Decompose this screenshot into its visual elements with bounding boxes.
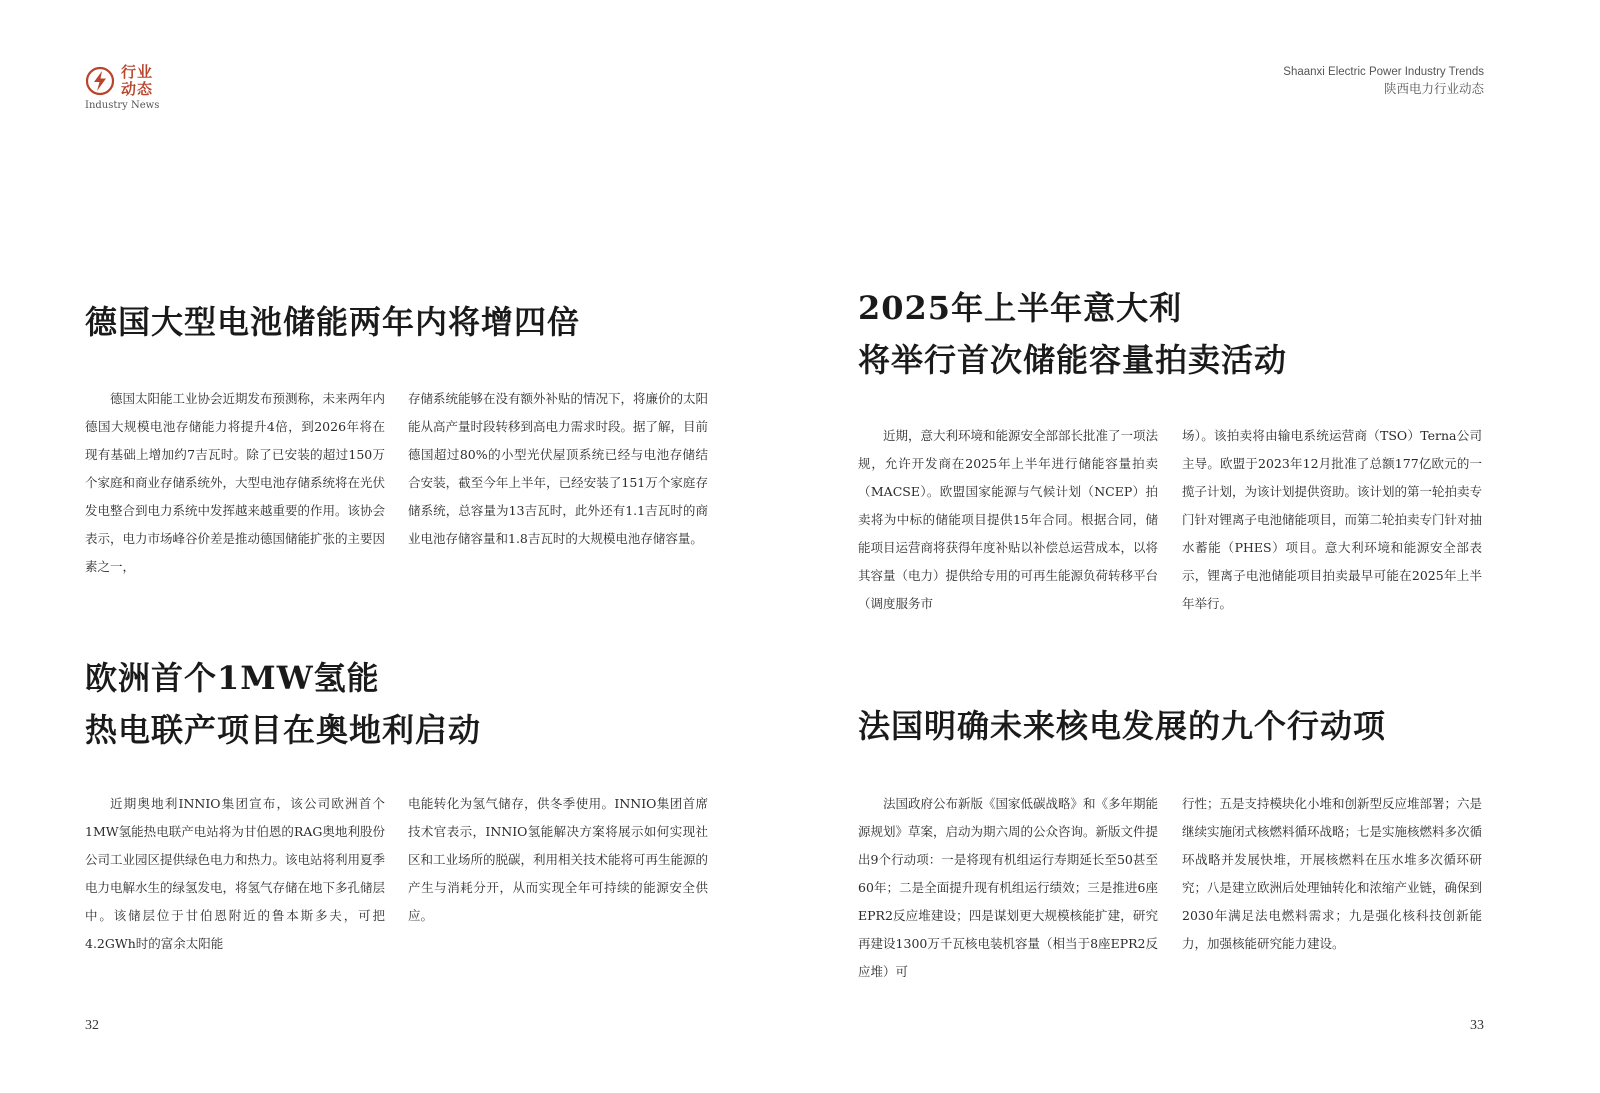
article-paragraph: 德国太阳能工业协会近期发布预测称，未来两年内德国大规模电池存储能力将提升4倍，到2026年将在现有基础上增加约7吉瓦时。除了已安装的超过150万个家庭和商业存储系统外，大型电池存储系统将在光伏发电整合到电力系统中发挥越来越重要的作用。该协会表示，电力市场峰谷价差是推动德国储能扩张的主要因素之一，: [85, 391, 386, 574]
article-title-line: 将举行首次储能容量拍卖活动: [858, 341, 1288, 379]
article-paragraph: 法国政府公布新版《国家低碳战略》和《多年期能源规划》草案，启动为期六周的公众咨询。新版文件提出9个行动项：一是将现有机组运行寿期延长至50甚至60年；二是全面提升现有机组运行绩效；三是推进6座EPR2反应堆建设；四是谋划更大规模核能扩建，研究再建设1300万千瓦核电装机容量（相当于8座EPR2反应堆）可: [858, 796, 1159, 979]
article-column: [85, 385, 385, 581]
page-number-right: 33: [1470, 1018, 1484, 1033]
logo: [85, 63, 195, 118]
article-title-line: 热电联产项目在奥地利启动: [85, 711, 482, 749]
running-header: [1283, 64, 1484, 98]
article-paragraph: 近期奥地利INNIO集团宣布，该公司欧洲首个1MW氢能热电联产电站将为甘伯恩的RAG奥地利股份公司工业园区提供绿色电力和热力。该电站将利用夏季电力电解水生的绿氢发电，将氢气存储在地下多孔储层中。该储层位于甘伯恩附近的鲁本斯多夫，可把4.2GWh时的富余太阳能: [85, 796, 386, 951]
article-title-line: 2025年上半年意大利: [858, 289, 1183, 327]
article-column: [408, 790, 708, 930]
article-title-line: 法国明确未来核电发展的九个行动项: [858, 707, 1387, 745]
logo-subtitle: Industry News: [85, 100, 160, 111]
logo-text: [121, 64, 153, 98]
article-title: [858, 282, 1287, 386]
article-paragraph: 行性；五是支持模块化小堆和创新型反应堆部署；六是继续实施闭式核燃料循环战略；七是实施核燃料多次循环战略并发展快堆，开展核燃料在压水堆多次循环研究；八是建立欧洲后处理铀转化和浓缩产业链，确保到2030年满足法电燃料需求；九是强化核科技创新能力，加强核能研究能力建设。: [1182, 796, 1483, 951]
article-title: [85, 296, 580, 348]
article-column: [1182, 422, 1482, 618]
article-title: [85, 652, 481, 756]
article-column: [85, 790, 385, 958]
header-chinese: 陕西电力行业动态: [1383, 81, 1484, 96]
article-paragraph: 存储系统能够在没有额外补贴的情况下，将廉价的太阳能从高产量时段转移到高电力需求时段。据了解，目前德国超过80%的小型光伏屋顶系统已经与电池存储结合安装，截至今年上半年，已经安装了151万个家庭存储系统，总容量为13吉瓦时，此外还有1.1吉瓦时的商业电池存储容量和1.8吉瓦时的大规模电池存储容量。: [408, 391, 709, 546]
article-column: [1182, 790, 1482, 958]
article-paragraph: 场）。该拍卖将由输电系统运营商（TSO）Terna公司主导。欧盟于2023年12月批准了总额177亿欧元的一揽子计划，为该计划提供资助。该计划的第一轮拍卖专门针对锂离子电池储能项目，而第二轮拍卖专门针对抽水蓄能（PHES）项目。意大利环境和能源安全部表示，锂离子电池储能项目拍卖最早可能在2025年上半年举行。: [1182, 428, 1483, 611]
article-column: [408, 385, 708, 553]
article-column: [858, 422, 1158, 618]
logo-text-line1: 行业: [121, 63, 154, 81]
article-column: [858, 790, 1158, 986]
lightning-circle-icon: [85, 66, 115, 96]
article-title: [858, 700, 1386, 752]
page-number-left: 32: [85, 1018, 99, 1033]
header-english: Shaanxi Electric Power Industry Trends: [1283, 66, 1484, 78]
article-paragraph: 电能转化为氢气储存，供冬季使用。INNIO集团首席技术官表示，INNIO氢能解决方案将展示如何实现社区和工业场所的脱碳，利用相关技术能将可再生能源的产生与消耗分开，从而实现全年可持续的能源安全供应。: [408, 796, 709, 923]
article-title-line: 欧洲首个1MW氢能: [85, 659, 380, 697]
logo-text-line2: 动态: [121, 80, 154, 98]
article-title-line: 德国大型电池储能两年内将增四倍: [85, 303, 581, 341]
article-paragraph: 近期，意大利环境和能源安全部部长批准了一项法规，允许开发商在2025年上半年进行储能容量拍卖（MACSE）。欧盟国家能源与气候计划（NCEP）拍卖将为中标的储能项目提供15年合同。根据合同，储能项目运营商将获得年度补贴以补偿总运营成本，以将其容量（电力）提供给专用的可再生能源负荷转移平台（调度服务市: [858, 428, 1159, 611]
